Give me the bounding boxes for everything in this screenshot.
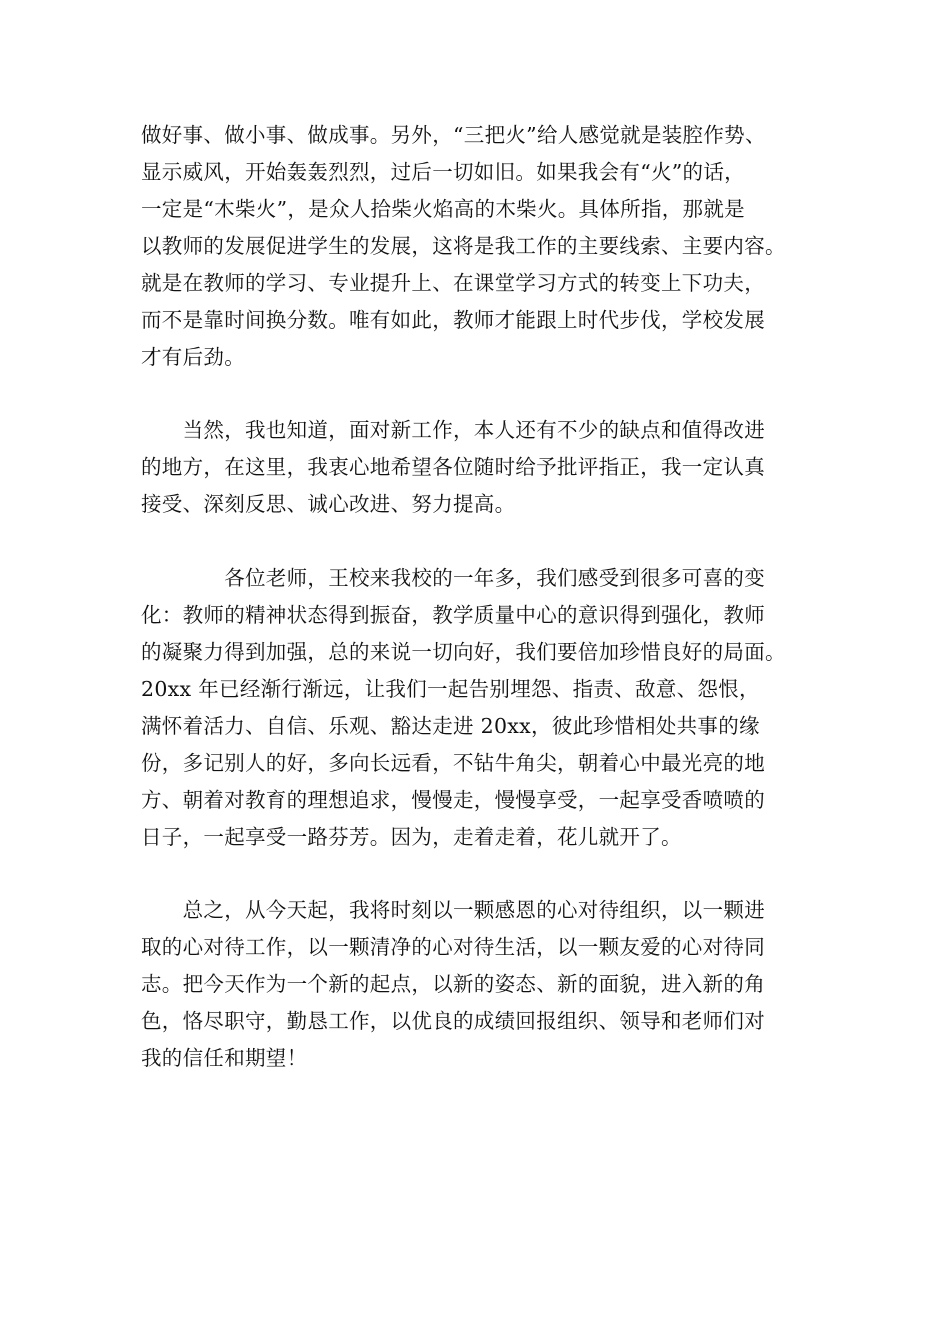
text-line: 做好事、做小事、做成事。另外，“三把火”给人感觉就是装腔作势、 [141,123,766,147]
paragraph-2 [141,412,831,523]
text-line: 各位老师，王校来我校的一年多，我们感受到很多可喜的变 [141,566,765,590]
text-line: 我的信任和期望！ [141,1046,308,1070]
text-line: 化：教师的精神状态得到振奋，教学质量中心的意识得到强化，教师 [141,603,765,627]
text-line: 份，多记别人的好，多向长远看，不钻牛角尖，朝着心中最光亮的地 [141,751,765,775]
paragraph-3 [141,560,831,856]
text-line: 取的心对待工作，以一颗清净的心对待生活，以一颗友爱的心对待同 [141,935,765,959]
text-line: 满怀着活力、自信、乐观、豁达走进 20xx，彼此珍惜相处共事的缘 [141,714,760,738]
text-line: 的凝聚力得到加强，总的来说一切向好，我们要倍加珍惜良好的局面。 [141,640,786,664]
text-line: 色，恪尽职守，勤恳工作，以优良的成绩回报组织、领导和老师们对 [141,1009,765,1033]
text-line: 总之，从今天起，我将时刻以一颗感恩的心对待组织，以一颗进 [141,898,765,922]
text-line: 当然，我也知道，面对新工作，本人还有不少的缺点和值得改进 [141,418,765,442]
text-line: 而不是靠时间换分数。唯有如此，教师才能跟上时代步伐，学校发展 [141,308,765,332]
text-line: 日子，一起享受一路芬芳。因为，走着走着，花儿就开了。 [141,825,682,849]
text-line: 接受、深刻反思、诚心改进、努力提高。 [141,492,516,516]
text-line: 才有后劲。 [141,345,245,369]
text-line: 的地方，在这里，我衷心地希望各位随时给予批评指正，我一定认真 [141,455,765,479]
paragraph-4 [141,892,831,1077]
text-line: 志。把今天作为一个新的起点，以新的姿态、新的面貌，进入新的角 [141,972,765,996]
text-line: 方、朝着对教育的理想追求，慢慢走，慢慢享受，一起享受香喷喷的 [141,788,765,812]
paragraph-1 [141,117,831,376]
text-line: 以教师的发展促进学生的发展，这将是我工作的主要线索、主要内容。 [141,234,786,258]
text-line: 显示威风，开始轰轰烈烈，过后一切如旧。如果我会有“火”的话， [141,160,745,184]
text-line: 一定是“木柴火”，是众人拾柴火焰高的木柴火。具体所指，那就是 [141,197,745,221]
text-line: 20xx 年已经渐行渐远，让我们一起告别埋怨、指责、敌意、怨恨， [141,677,760,701]
text-line: 就是在教师的学习、专业提升上、在课堂学习方式的转变上下功夫， [141,271,765,295]
